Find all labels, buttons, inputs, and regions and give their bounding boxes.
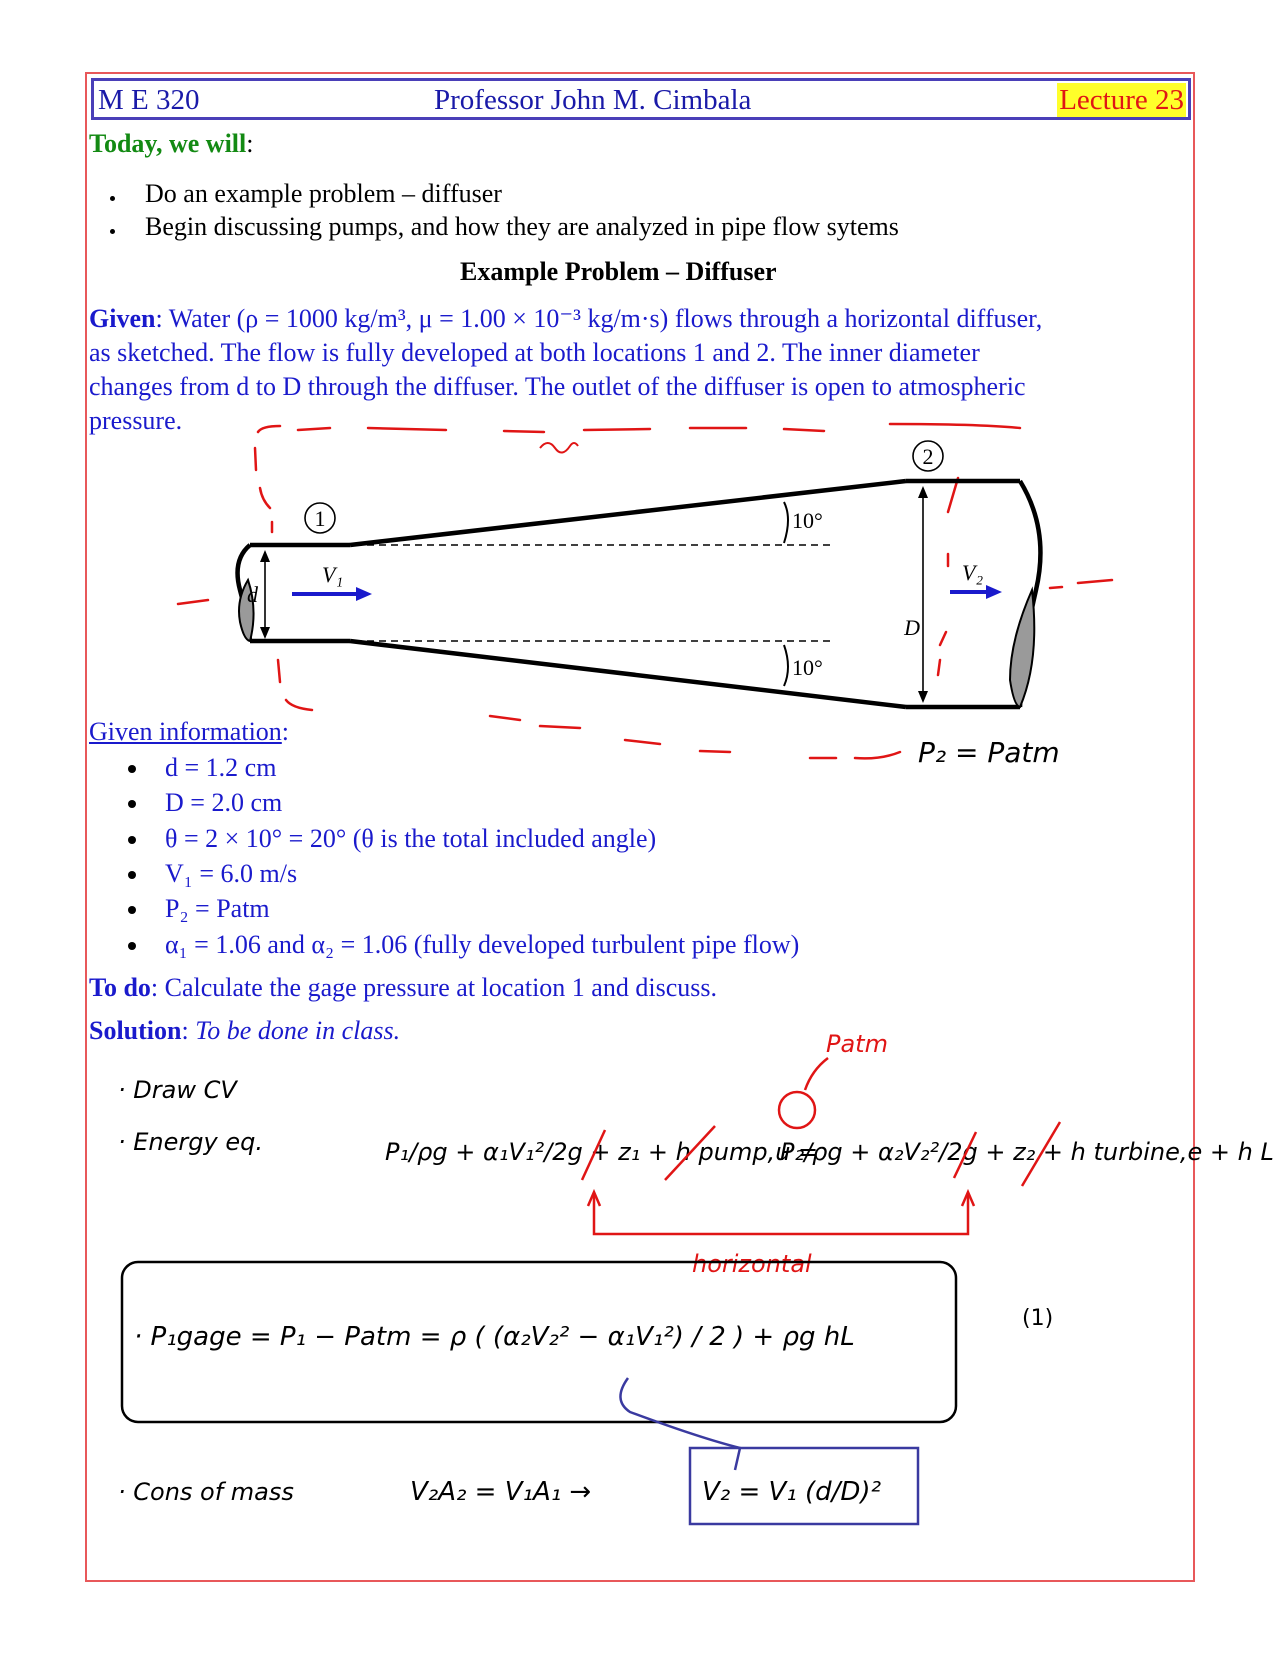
given-item-5: P₂ = Patm — [165, 894, 270, 923]
omega-symbol — [540, 443, 578, 453]
given-line-4: pressure. — [89, 406, 183, 435]
angle-arc-top — [784, 502, 788, 543]
v1-label: V₁ — [322, 562, 344, 587]
hw-patm-note: Patm — [826, 1030, 888, 1058]
hw-cons-mass: · Cons of mass — [118, 1478, 294, 1506]
hw-horizontal-bracket — [594, 1195, 968, 1234]
angle-bottom-label: 10° — [792, 655, 823, 680]
hw-bracket-arrows — [588, 1192, 974, 1206]
angle-top-label: 10° — [792, 508, 823, 533]
hw-v2-equation: V₂ = V₁ (d/D)² — [702, 1477, 881, 1507]
hw-boxed-equation: · P₁gage = P₁ − Patm = ρ ( (α₂V₂² − α₁V₁²) / 2 ) + ρg hL — [134, 1322, 855, 1352]
hw-draw-cv: · Draw CV — [118, 1076, 237, 1104]
hw-mass-equation: V₂A₂ = V₁A₁ → — [410, 1477, 592, 1507]
professor-name: Professor John M. Cimbala — [434, 84, 752, 116]
hw-equation-number: (1) — [1022, 1306, 1054, 1331]
lecture-number: Lecture 23 — [1059, 84, 1184, 116]
today-bullet-1: Do an example problem – diffuser — [145, 179, 502, 208]
today-colon: : — [246, 129, 254, 158]
given-text-1: : Water (ρ = 1000 kg/m³, μ = 1.00 × 10⁻³ kg/m·s) flows through a horizontal diffuser, — [155, 304, 1043, 333]
p2-patm-note: P₂ = Patm — [918, 736, 1060, 769]
hw-horizontal-label: horizontal — [692, 1250, 812, 1278]
solution-text: To be done in class. — [195, 1016, 401, 1045]
location-2-label: 2 — [922, 444, 934, 469]
solution-label: Solution — [89, 1016, 182, 1045]
hw-energy-lhs: P₁/ρg + α₁V₁²/2g + z₁ + h pump,u = — [385, 1138, 819, 1166]
angle-arc-bottom — [784, 645, 788, 686]
d-label: d — [247, 582, 258, 607]
v2-arrowhead — [986, 585, 1002, 599]
given-item-2: D = 2.0 cm — [165, 788, 283, 817]
example-title: Example Problem – Diffuser — [460, 257, 777, 286]
solution-line: Solution: To be done in class. — [89, 1016, 401, 1045]
given-item-1: d = 1.2 cm — [165, 753, 277, 782]
given-item-6: α₁ = 1.06 and α₂ = 1.06 (fully developed turbulent pipe flow) — [165, 930, 800, 959]
given-info-colon: : — [281, 717, 290, 746]
given-line-2: as sketched. The flow is fully developed at both locations 1 and 2. The inner diameter — [89, 338, 980, 367]
given-label: Given — [89, 304, 156, 333]
todo-label: To do — [89, 973, 151, 1002]
outlet-section-shading — [1010, 590, 1034, 707]
hw-energy-eq: · Energy eq. — [118, 1128, 263, 1156]
todo-text: : Calculate the gage pressure at location 1 and discuss. — [150, 973, 717, 1002]
hw-patm-pointer — [805, 1058, 828, 1090]
D-label: D — [904, 615, 920, 640]
v2-label: V₂ — [962, 560, 984, 585]
course-code: M E 320 — [98, 84, 200, 116]
today-label: Today, we will — [89, 129, 247, 158]
hw-p2-circle — [779, 1092, 815, 1128]
hw-blue-link — [620, 1378, 740, 1470]
given-item-3: θ = 2 × 10° = 20° (θ is the total included angle) — [165, 824, 657, 853]
v1-arrowhead — [356, 587, 372, 601]
location-1-label: 1 — [314, 506, 326, 531]
given-line-3: changes from d to D through the diffuser. The outlet of the diffuser is open to atmospheric — [89, 372, 1026, 401]
given-item-4: V₁ = 6.0 m/s — [165, 859, 298, 888]
hw-energy-rhs: P₂/ρg + α₂V₂²/2g + z₂ + h turbine,e + h L — [780, 1138, 1274, 1166]
today-bullet-2: Begin discussing pumps, and how they are analyzed in pipe flow sytems — [145, 212, 899, 241]
given-info-label: Given information — [89, 717, 282, 746]
